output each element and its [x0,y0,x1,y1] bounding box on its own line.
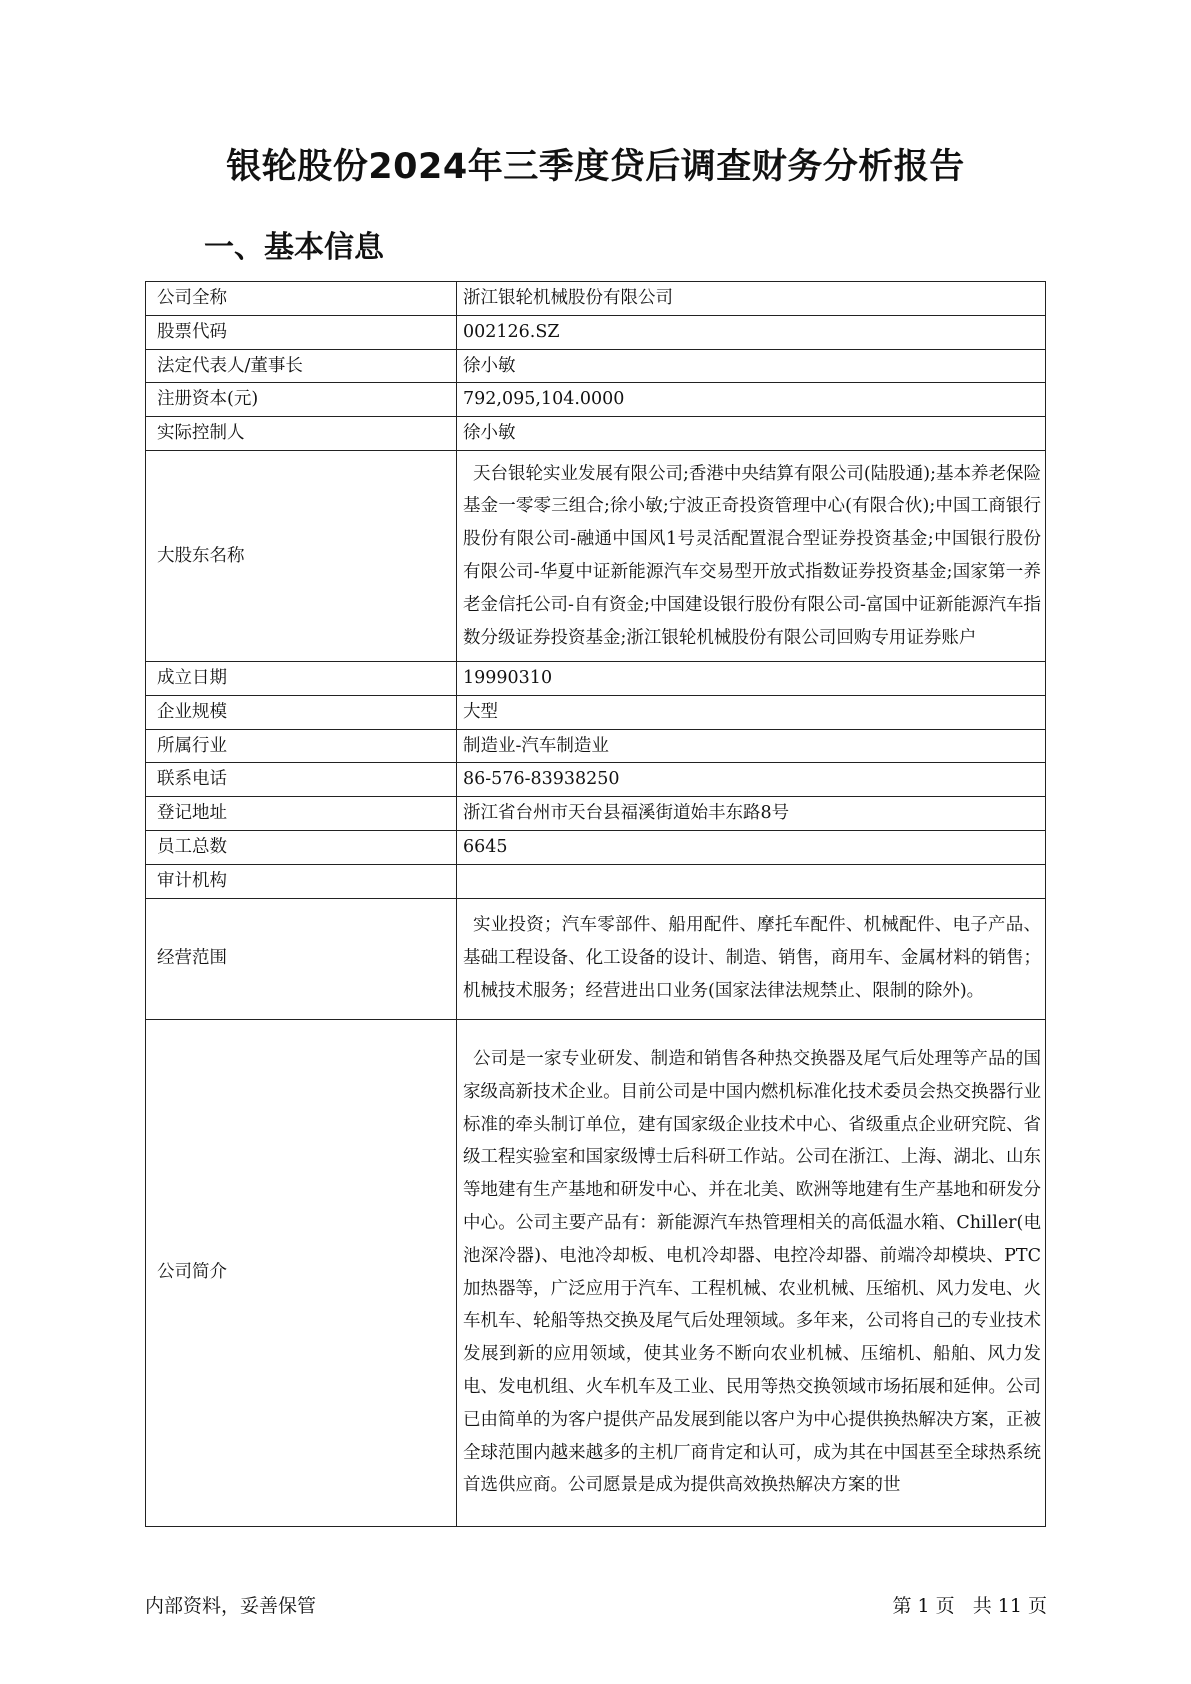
document-title: 银轮股份2024年三季度贷后调查财务分析报告 [226,147,965,187]
row-value: 19990310 [457,661,1046,695]
table-row [146,695,1046,729]
row-label: 员工总数 [146,830,457,864]
row-label: 注册资本(元) [146,383,457,417]
table-row [146,898,1046,1019]
table-row [146,661,1046,695]
row-label: 成立日期 [146,661,457,695]
row-label: 法定代表人/董事长 [146,349,457,383]
row-value: 86-576-83938250 [457,763,1046,797]
table-row [146,864,1046,898]
table-row [146,763,1046,797]
table-row [146,417,1046,451]
row-label: 大股东名称 [146,450,457,661]
row-value: 002126.SZ [457,315,1046,349]
row-label: 企业规模 [146,695,457,729]
row-label: 实际控制人 [146,417,457,451]
row-value: 大型 [457,695,1046,729]
row-label: 联系电话 [146,763,457,797]
row-value: 浙江银轮机械股份有限公司 [457,282,1046,316]
table-row [146,450,1046,661]
row-label: 审计机构 [146,864,457,898]
table-row [146,383,1046,417]
row-label: 公司简介 [146,1019,457,1526]
table-row [146,830,1046,864]
table-row [146,282,1046,316]
table-row [146,349,1046,383]
basic-info-table [145,281,1046,1527]
row-value [457,864,1046,898]
row-value: 浙江省台州市天台县福溪街道始丰东路8号 [457,797,1046,831]
row-value: 天台银轮实业发展有限公司;香港中央结算有限公司(陆股通);基本养老保险基金一零零三组合;徐小敏;宁波正奇投资管理中心(有限合伙);中国工商银行股份有限公司-融通中国风1号灵活配置混合型证券投资基金;中国银行股份有限公司-华夏中证新能源汽车交易型开放式指数证券投资基金;国家第一养老金信托公司-自有资金;中国建设银行股份有限公司-富国中证新能源汽车指数分级证券投资基金;浙江银轮机械股份有限公司回购专用证券账户 [457,450,1046,661]
row-value: 徐小敏 [457,417,1046,451]
row-value: 制造业-汽车制造业 [457,729,1046,763]
row-value: 公司是一家专业研发、制造和销售各种热交换器及尾气后处理等产品的国家级高新技术企业。目前公司是中国内燃机标准化技术委员会热交换器行业标准的牵头制订单位，建有国家级企业技术中心、省级重点企业研究院、省级工程实验室和国家级博士后科研工作站。公司在浙江、上海、湖北、山东等地建有生产基地和研发中心、并在北美、欧洲等地建有生产基地和研发分中心。公司主要产品有：新能源汽车热管理相关的高低温水箱、Chiller(电池深冷器)、电池冷却板、电机冷却器、电控冷却器、前端冷却模块、PTC加热器等，广泛应用于汽车、工程机械、农业机械、压缩机、风力发电、火车机车、轮船等热交换及尾气后处理领域。多年来，公司将自己的专业技术发展到新的应用领域，使其业务不断向农业机械、压缩机、船舶、风力发电、发电机组、火车机车及工业、民用等热交换领域市场拓展和延伸。公司已由简单的为客户提供产品发展到能以客户为中心提供换热解决方案，正被全球范围内越来越多的主机厂商肯定和认可，成为其在中国甚至全球热系统首选供应商。公司愿景是成为提供高效换热解决方案的世 [457,1019,1046,1526]
row-label: 所属行业 [146,729,457,763]
footer-confidential-note: 内部资料，妥善保管 [145,1595,317,1617]
table-row [146,729,1046,763]
row-value: 6645 [457,830,1046,864]
row-value: 徐小敏 [457,349,1046,383]
section-heading-basic-info: 一、基本信息 [204,230,384,265]
row-value: 实业投资；汽车零部件、船用配件、摩托车配件、机械配件、电子产品、基础工程设备、化工设备的设计、制造、销售，商用车、金属材料的销售；机械技术服务；经营进出口业务(国家法律法规禁止、限制的除外)。 [457,898,1046,1019]
row-label: 公司全称 [146,282,457,316]
row-label: 经营范围 [146,898,457,1019]
table-row [146,1019,1046,1526]
footer-page-number: 第 1 页 共 11 页 [892,1595,1047,1617]
table-row [146,797,1046,831]
table-row [146,315,1046,349]
row-label: 登记地址 [146,797,457,831]
row-label: 股票代码 [146,315,457,349]
row-value: 792,095,104.0000 [457,383,1046,417]
